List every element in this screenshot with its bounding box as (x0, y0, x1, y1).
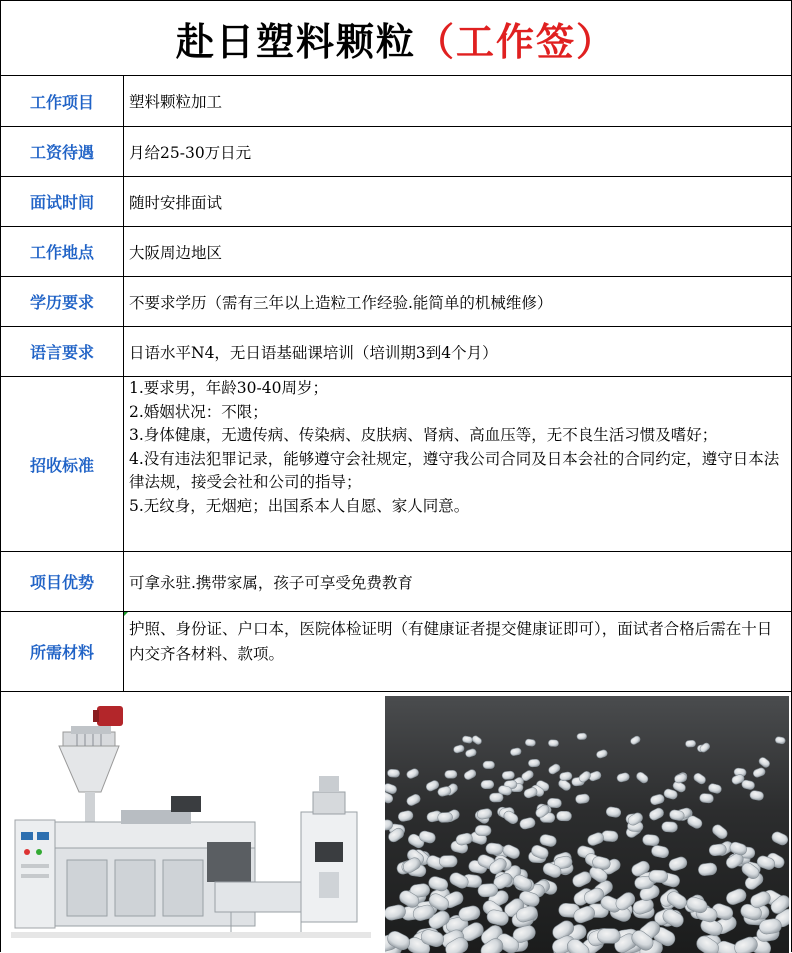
pellet (709, 844, 727, 857)
row-label: 工资待遇 (1, 127, 124, 176)
pellet (478, 883, 499, 897)
pellet (445, 770, 457, 778)
pellet (577, 733, 587, 740)
plastic-pellets-image (385, 696, 789, 953)
row-label: 项目优势 (1, 552, 124, 611)
row-value: 随时安排面试 (129, 193, 223, 212)
pellet (699, 793, 714, 803)
extruder-machine-image (1, 692, 384, 953)
criteria-item: 2.婚姻状况：不限； (129, 402, 268, 421)
row-value: 塑料颗粒加工 (129, 93, 223, 111)
pellet (489, 793, 503, 802)
criteria-item: 4.没有违法犯罪记录，能够遵守会社规定，遵守我公司合同及日本会社的合同约定，遵守日本法律法规，接受会社和公司的指导； (129, 449, 780, 491)
pellet (642, 834, 659, 846)
pellet (475, 825, 491, 836)
pellet (601, 830, 618, 842)
row-criteria (1, 377, 791, 552)
row-education (1, 277, 791, 327)
criteria-list (124, 377, 791, 551)
pellet (528, 759, 540, 767)
page-title (176, 11, 616, 66)
title-tag: （工作签） (416, 19, 617, 64)
row-work-project (1, 76, 791, 127)
pellet (557, 811, 572, 821)
row-label: 工作地点 (1, 227, 124, 276)
row-label: 所需材料 (1, 612, 124, 691)
pellet (502, 771, 515, 780)
pellet (685, 740, 696, 747)
pellet (649, 870, 668, 883)
row-label: 招收标准 (1, 377, 124, 551)
row-value: 大阪周边地区 (129, 243, 223, 262)
row-value (124, 612, 791, 691)
cell-comment-marker (124, 612, 128, 616)
row-work-location (1, 227, 791, 277)
row-value: 不要求学历（需有三年以上造粒工作经验.能简单的机械维修） (129, 293, 553, 312)
row-label: 语言要求 (1, 327, 124, 376)
row-value: 可拿永驻.携带家属，孩子可享受免费教育 (129, 573, 413, 592)
materials-text: 护照、身份证、户口本，医院体检证明（有健康证者提交健康证即可），面试者合格后需在十日内交齐各材料、款项。 (129, 620, 773, 663)
title-main: 赴日塑料颗粒 (175, 19, 416, 64)
pellet (525, 739, 536, 747)
row-label: 学历要求 (1, 277, 124, 326)
row-advantage (1, 552, 791, 612)
pellet (387, 769, 399, 777)
pellet (597, 928, 620, 943)
pellet (438, 812, 453, 822)
criteria-item: 1.要求男，年龄30-40周岁； (129, 379, 328, 397)
row-label: 工作项目 (1, 76, 124, 126)
criteria-item: 5.无纹身，无烟疤；出国系本人自愿、家人同意。 (129, 496, 470, 515)
pellet (439, 855, 457, 867)
pellet (483, 761, 495, 768)
row-language (1, 327, 791, 377)
row-materials (1, 612, 791, 692)
row-salary (1, 127, 791, 177)
pellet (662, 821, 678, 832)
title-row (1, 1, 791, 76)
criteria-item: 3.身体健康，无遗传病、传染病、皮肤病、肾病、高血压等，无不良生活习惯及嗜好； (129, 426, 718, 444)
row-value: 月给25-30万日元 (129, 143, 252, 162)
image-strip (1, 692, 791, 953)
row-interview-time (1, 177, 791, 227)
pellet (548, 740, 558, 747)
row-label: 面试时间 (1, 177, 124, 226)
pellet (481, 780, 494, 789)
row-value: 日语水平N4，无日语基础课培训（培训期3到4个月） (129, 343, 498, 362)
